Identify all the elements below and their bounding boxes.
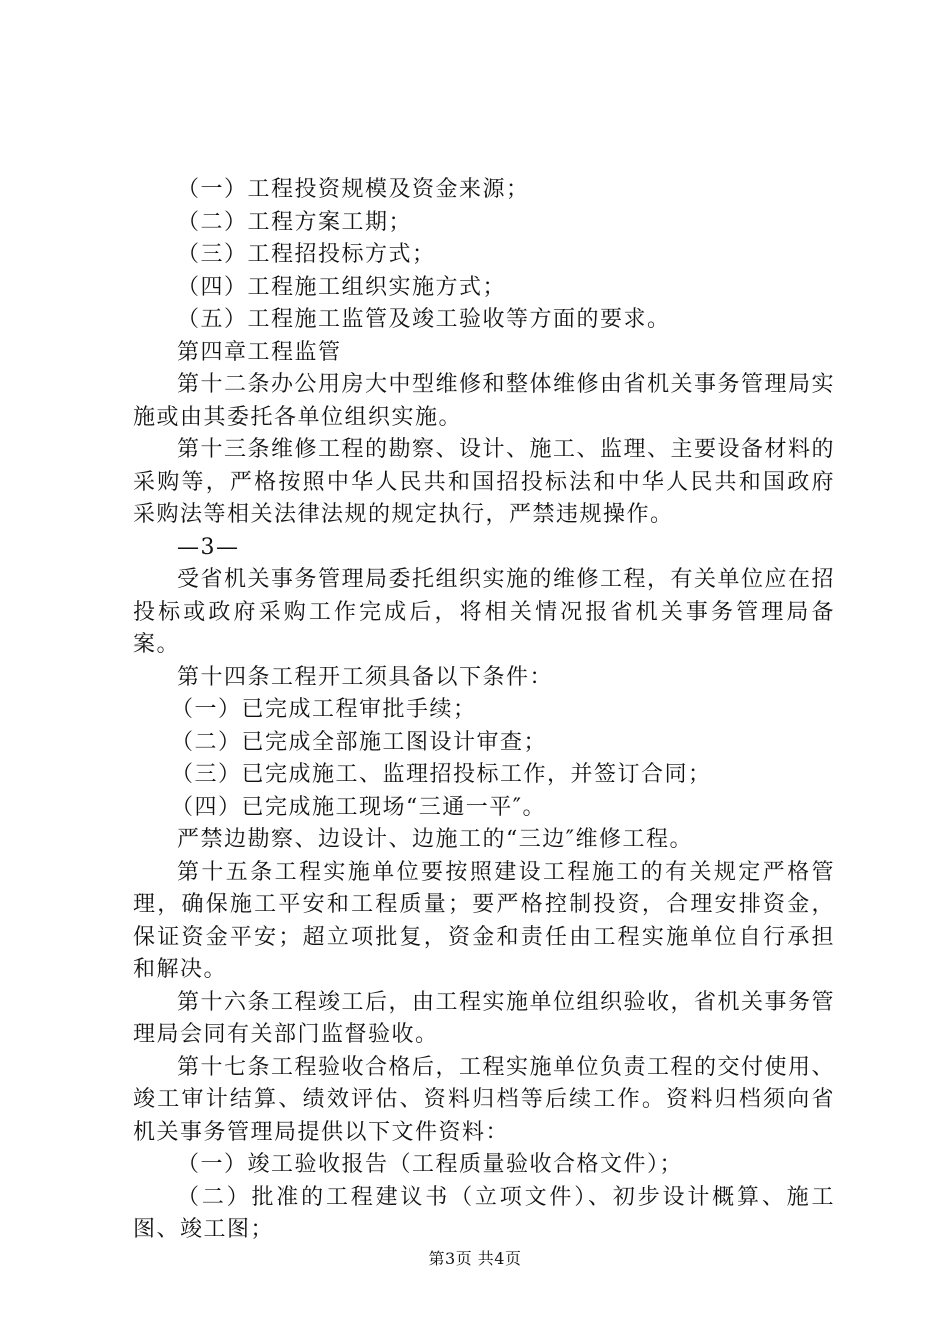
article-17: 第十七条工程验收合格后，工程实施单位负责工程的交付使用、竣工审计结算、绩效评估、资料归档等后续工作。资料归档须向省机关事务管理局提供以下文件资料： (133, 1054, 836, 1145)
article-14: 第十四条工程开工须具备以下条件： (177, 664, 554, 690)
article-15: 第十五条工程实施单位要按照建设工程施工的有关规定严格管理，确保施工平安和工程质量；要严格控制投资，合理安排资金，保证资金平安；超立项批复，资金和责任由工程实施单位自行承担和解决。 (133, 859, 835, 982)
list-item: （三）已完成施工、监理招投标工作，并签订合同； (171, 762, 712, 787)
entrusted-paragraph: 受省机关事务管理局委托组织实施的维修工程，有关单位应在招投标或政府采购工作完成后，将相关情况报省机关事务管理局备案。 (133, 567, 836, 657)
list-item: （一）竣工验收报告（工程质量验收合格文件）； (177, 1152, 684, 1177)
article-12: 第十二条办公用房大中型维修和整体维修由省机关事务管理局实施或由其委托各单位组织实施。 (133, 372, 836, 430)
list-item: （五）工程施工监管及竣工验收等方面的要求。 (177, 307, 671, 332)
page-footer: 第3页 共4页 (428, 1249, 522, 1268)
list-item: （一）工程投资规模及资金来源； (177, 177, 530, 202)
list-item: （四）已完成施工现场“三通一平″。 (171, 794, 546, 820)
list-item: （二）批准的工程建议书（立项文件）、初步设计概算、施工图、竣工图； (133, 1184, 835, 1242)
prohibition-line: 严禁边勘察、边设计、边施工的“三边″维修工程。 (177, 827, 693, 852)
list-item: （四）工程施工组织实施方式； (177, 274, 507, 300)
list-item: （三）工程招投标方式； (177, 242, 436, 267)
article-13: 第十三条维修工程的勘察、设计、施工、监理、主要设备材料的采购等，严格按照中华人民共和国招投标法和中华人民共和国政府采购法等相关法律法规的规定执行，严禁违规操作。 (133, 437, 836, 527)
list-item: （一）已完成工程审批手续； (171, 697, 477, 722)
list-item: （二）已完成全部施工图设计审查； (171, 729, 548, 755)
document-body (133, 174, 835, 1247)
article-16: 第十六条工程竣工后，由工程实施单位组织验收，省机关事务管理局会同有关部门监督验收。 (133, 989, 836, 1047)
list-item: （二）工程方案工期； (177, 209, 413, 235)
inline-page-marker: —3— (177, 534, 240, 560)
chapter-heading: 第四章工程监管 (177, 339, 342, 365)
